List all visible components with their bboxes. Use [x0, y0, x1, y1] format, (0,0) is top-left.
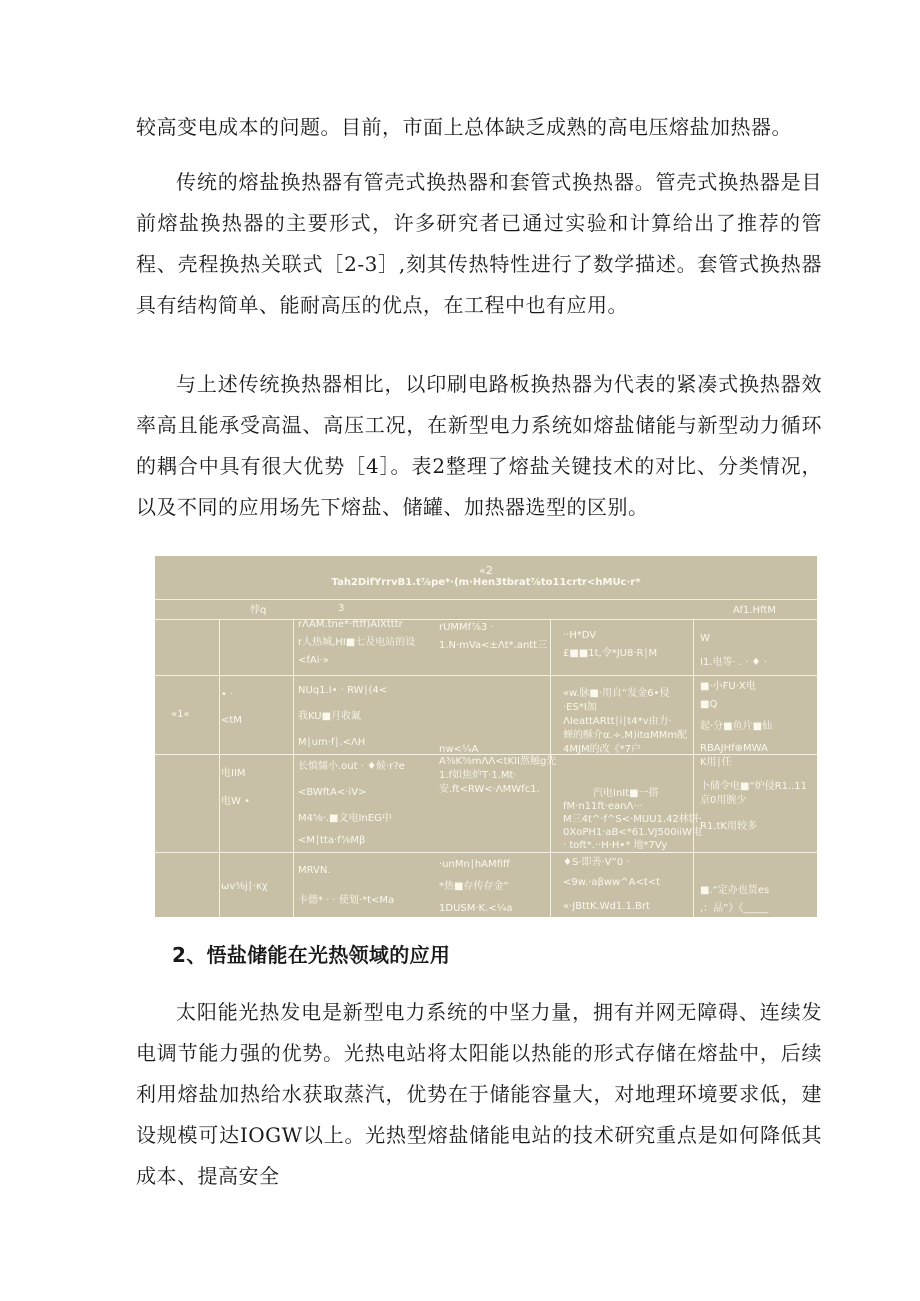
paragraph-3: 与上述传统换热器相比，以印刷电路板换热器为代表的紧凑式换热器效率高且能承受高温、高压工况，在新型电力系统如熔盐储能与新型动力循环的耦合中具有很大优势［4］。表2整理了熔盐关键技术的对比、分类情况，以及不同的应用场先下熔盐、储罐、加热器选型的区别。: [136, 372, 822, 519]
table-rule: [155, 599, 817, 600]
paragraph-2: 传统的熔盐换热器有管壳式换热器和套管式换热器。管壳式换热器是目前熔盐换热器的主要形式，许多研究者已通过实验和计算给出了推荐的管程、壳程换热关联式［2-3］,刻其传热特性进行了数学描述。套管式换热器具有结构简单、能耐高压的优点，在工程中也有应用。: [136, 170, 822, 317]
table-column-rule: [693, 619, 694, 917]
table-cell: 汽电InIt■一搭 fM·n11ft·eanΛ··· M三4t^·f^S<·MUU1.42林饼· 0XoPH1·aB<*61.VJ500iiW电 · toft*.··H·H•* 地*7Vy: [563, 788, 703, 851]
table-cell: ♦S·即善·V”0 · <9w.·aβww^A<t<t «·JBttK.Wd1.1.Brt: [563, 857, 661, 912]
table-cell: K用∣任 卜储令电■“炉侵R1..11 京0用腕少 R1.tK用较多: [700, 757, 808, 832]
table-number: «2: [479, 564, 493, 577]
table-cell: ··H*DV £■■1t,令*JU8·R∣M: [563, 630, 658, 659]
table-header-cell: 悖q: [250, 605, 267, 616]
table-title: Tah2DifYrrvB1.t⅞pe*·(m·Hen3tbrat⅞to11crtr<hMUc·r*: [331, 577, 641, 588]
table-cell: NUq1.I• · RW∣(4< 我KU■月收氟 M∣um·f∣.<ΛH: [298, 685, 388, 748]
section-heading: 2、悟盐储能在光热领域的应用: [172, 943, 451, 967]
table-cell: «w.脉■·用自“发金6•侵 ·ES*I加 ΛIeattARtt∣i∣t4*v由力· 蝉的酥介α.÷.M)itαMMm配 4MJM的改《*7户: [563, 688, 688, 755]
table-column-rule: [219, 619, 220, 917]
table-cell: ■.“定办也货es ,：品”》《_____: [700, 885, 770, 914]
table-cell: rUMMf⅞3 · 1.N·mVa<±Λt*.antt三: [439, 622, 548, 651]
table-cell: A⅜K⅝mΛΛ<tKII然触g先 1.f如焦炉T·1.Mt· 安.ft<RW<·ΛMWfc1.: [439, 756, 557, 795]
table-cell: ωv⅜j∣·κχ: [221, 881, 268, 892]
table-rule: [155, 852, 817, 853]
table-cell: ·unMn∣hAMfiff *热■存传存金” 1DUSM·K.<¼a: [439, 859, 513, 914]
table-cell: • · <tM: [221, 689, 242, 726]
table-cell: rΛAM.tne*·ftff)AIXtttr r人热城,HI■七及电站的设 <fAi·»: [298, 619, 416, 666]
paragraph-4: 太阳能光热发电是新型电力系统的中坚力量，拥有并网无障碍、连续发电调节能力强的优势。光热电站将太阳能以热能的形式存储在熔盐中，后续利用熔盐加热给水获取蒸汽，优势在于储能容量大，对地理环境要求低，建设规模可达IOGW以上。光热型熔盐储能电站的技术研究重点是如何降低其成本、提高安全: [136, 1000, 822, 1188]
table-rule: [155, 675, 817, 676]
table-header-cell: 3: [338, 603, 345, 614]
table-cell: W I1.电等· . · ♦ ·: [700, 633, 767, 668]
table-cell: «1«: [171, 709, 190, 720]
table-cell: 电IIM 电W •: [221, 768, 250, 807]
table-cell: ■·小FU·X电 ■Q 起·分■鱼片■仙 RBAJHf⊕MWA: [700, 681, 773, 754]
table-header-cell: Af1.HftM: [733, 605, 776, 616]
table-column-rule: [293, 619, 294, 917]
table-cell: nw<¼A: [439, 744, 479, 755]
table-2: [155, 556, 817, 917]
paragraph-1: 较高变电成本的问题。目前，市面上总体缺乏成熟的高电压熔盐加热器。: [136, 115, 792, 139]
table-cell: 长慎懦小.out · ♦候·r?e <BWftA<·iV> M4⅝·.■文电InEG中 <M∣tta·f⅞Mβ: [298, 761, 405, 846]
table-cell: MRVN. 卡德* · · 使划·*t<Ma: [298, 865, 395, 906]
